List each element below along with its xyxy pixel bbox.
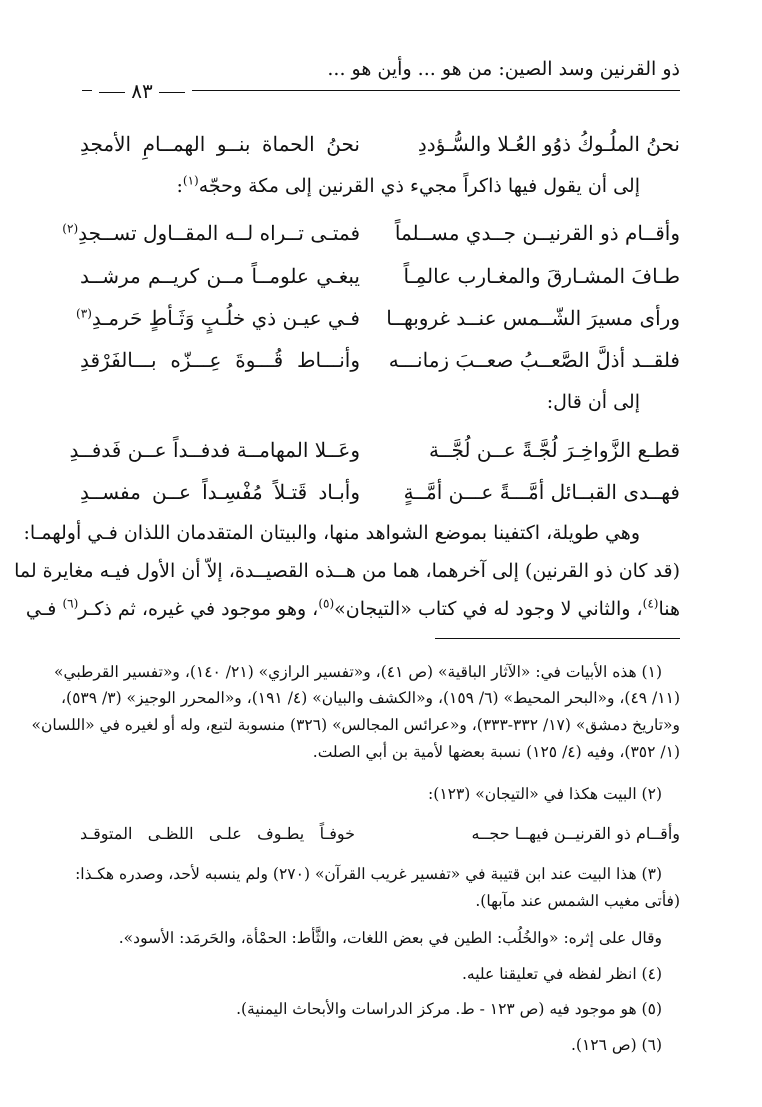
transition-line: إلى أن قال: [546,391,640,413]
verse-first-hemistich: طـافَ المشـارقَ والمغـارب عالمِـاً [403,264,680,288]
verse-first-hemistich: وأقــام ذو القرنيــن فيهــا حجــه [471,823,680,843]
verse-first-hemistich: قطـع الزَّواخِـرَ لُجَّـةً عــن لُجَّــة [429,438,680,462]
verse-first-hemistich: ورأى مسيرَ الشّــمس عنــد غروبهــا [386,306,680,330]
verse-second-hemistich: يبغـي علومــاً مــن كريــم مرشــد [80,264,360,288]
footnote-verse [80,819,680,847]
footnote-line: (١) هذه الأبيات في: «الآثار الباقية» (ص ٤١)، و«تفسير الرازي» (٢١/ ١٤٠)، و«تفسير القرطبي» [53,663,662,681]
intro-line: إلى أن يقول فيها ذاكراً مجيء ذي القرنين إلى مكة وحجّه$^{(١)}$: [176,173,640,197]
verse-second-hemistich: نحنُ الحماة بنــو الهمــامِ الأمجدِ [80,132,360,156]
paragraph-line: وهي طويلة، اكتفينا بموضع الشواهد منها، والبيتان المتقدمان اللذان فـي أولهمـا: [23,522,640,544]
footnote-line: (٦) (ص ١٢٦). [570,1036,662,1054]
verse-line [80,342,680,378]
verse-line [69,432,680,468]
verse-first-hemistich: نحنُ الملُـوكُ ذوُو العُـلا والسُّـؤددِ [417,132,680,156]
footnote-line: (٢) البيت هكذا في «التيجان» (١٢٣): [428,785,662,803]
verse-line [80,126,680,162]
footnote-ref: (٢) [62,221,79,236]
verse-second-hemistich: فمتـى تــراه لــه المقــاول تســجدِ$^{(٢)}$ [62,221,360,245]
verse-first-hemistich: فلقــد أذلَّ الصَّعــبُ صعــبَ زمانـــه [388,348,680,372]
page-number-block [92,80,192,102]
verse-line [76,300,680,336]
verse-line [62,215,680,251]
footnote-line: (٤) انظر لفظه في تعليقنا عليه. [461,965,662,983]
footnote-ref: (٥) [318,596,335,611]
paragraph-line: هنا$^{(٤)}$، والثاني لا وجود له في كتاب «التيجان»$^{(٥)}$، وهو موجود في غيره، ثم ذكـر$^{(٦)}$ فـي [25,596,680,620]
footnote-line: وقال على إثره: «والخُلُب: الطين في بعض اللغات، والثَّأط: الحمْأة، والحَرمَد: الأسود». [118,929,662,947]
verse-second-hemistich: وأنـــاط قُـــوةَ عِـــزّه بـــالفَرْقدِ [80,348,360,372]
footnote-ref: (٦) [62,596,79,611]
page-number: ٨٣ [131,79,153,103]
running-title: ذو القرنين وسد الصين: من هو ... وأين هو ... [327,58,680,80]
verse-second-hemistich: وعَــلا المهامــة فدفــداً عــن فَدفــدِ [69,438,360,462]
page-number-dash-left [99,92,125,93]
footnote-ref: (٣) [76,306,92,321]
verse-first-hemistich: وأقــام ذو القرنيــن جــدي مســلماً [394,221,680,245]
footnote-ref: (٤) [642,596,659,611]
footnote-line: (١/ ٣٥٢)، وفيه (٤/ ١٢٥) نسبة بعضها لأمية بن أبي الصلت. [312,743,680,761]
verse-second-hemistich: فـي عيـن ذي خلُـبٍ وَثَـأطٍ حَرمـدِ$^{(٣)}$ [76,306,360,330]
page-number-dash-right [159,92,185,93]
footnote-ref: (١) [182,173,199,188]
footnote-line: (فأتى مغيب الشمس عند مآبها). [475,892,680,910]
footnote-line: (٣) هذا البيت عند ابن قتيبة في «تفسير غريب القرآن» (٢٧٠) ولم ينسبه لأحد، وصدره هكـذا: [75,865,662,883]
footnote-line: و«تاريخ دمشق» (١٧/ ٣٣٢-٣٣٣)، و«عرائس المجالس» (٣٢٦) منسوبة لتبع، وله أو لغيره في «اللسان» [31,716,680,734]
footnote-line: (٥) هو موجود فيه (ص ١٢٣ - ط. مركز الدراسات والأبحاث اليمنية). [236,1000,662,1018]
verse-second-hemistich: خوفـاً يطـوف علـى اللظـى المتوقـد [80,823,355,843]
verse-first-hemistich: فهــدى القبــائل أمَّـــةً عـــن أمَّــةٍ [403,480,680,504]
footnote-line: (١١/ ٤٩)، و«البحر المحيط» (٦/ ١٥٩)، و«الكشف والبيان» (٤/ ١٩١)، و«المحرر الوجيز» (٣/ ٥٣٩)، [61,689,680,707]
paragraph-line: (قد كان ذو القرنين) إلى آخرهما، هما من هــذه القصيــدة، إلاّ أن الأول فيـه مغايرة لما [14,560,680,582]
verse-line [80,258,680,294]
verse-second-hemistich: وأبـاد قَتـلاً مُفْسِـداً عــن مفســدِ [80,480,360,504]
footnote-separator [435,638,680,639]
verse-line [80,474,680,510]
